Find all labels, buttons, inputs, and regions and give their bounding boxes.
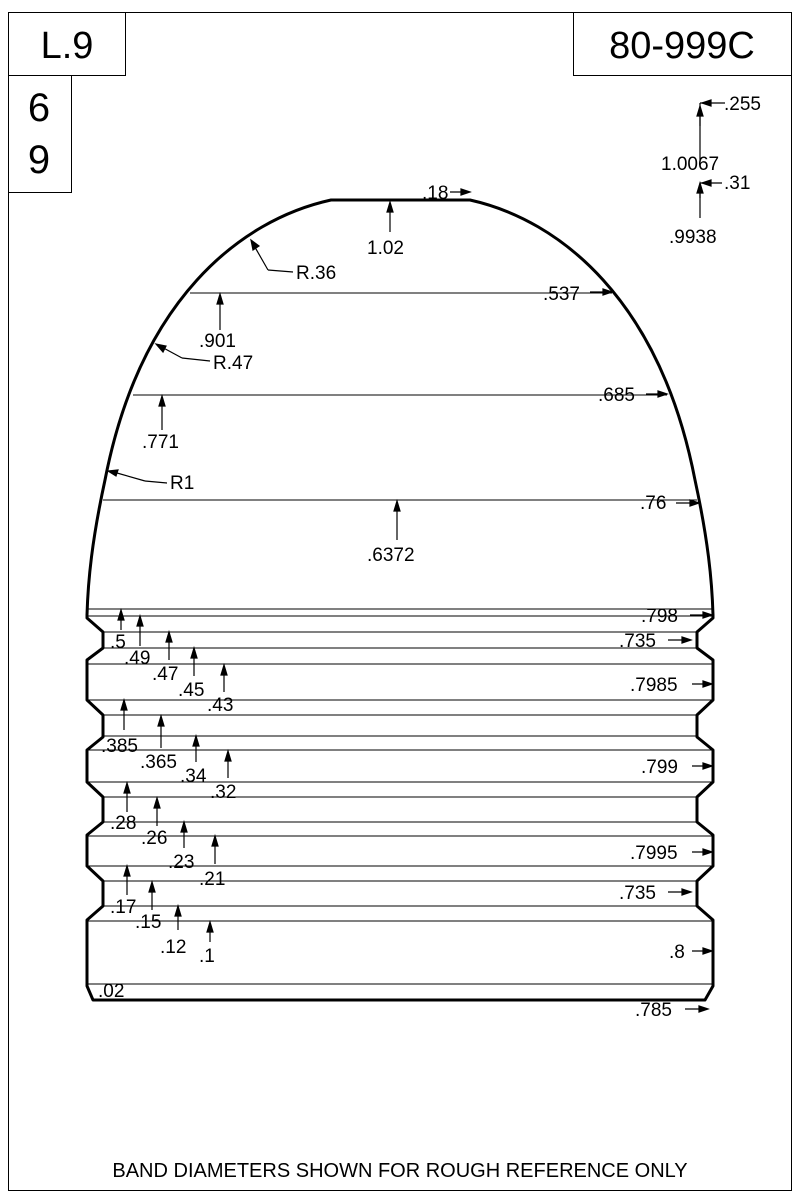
height-901-label: .901 [199, 331, 236, 352]
dia-685-label: .685 [598, 385, 635, 406]
right-diameter-label: .8 [669, 942, 685, 963]
left-height-label: .12 [160, 937, 187, 958]
sheet-border [9, 13, 792, 1191]
right-diameter-label: .785 [635, 1000, 672, 1021]
left-height-label: .1 [199, 946, 215, 967]
radius-low-label: R1 [170, 473, 195, 494]
left-height-label: .15 [135, 912, 162, 933]
left-code: L.9 [40, 25, 94, 67]
right-code: 80-999C [609, 25, 755, 67]
left-height-label: .17 [110, 897, 137, 918]
left-height-label: .28 [110, 813, 137, 834]
right-diameter-label: .7995 [630, 843, 678, 864]
left-height-label: .26 [141, 828, 168, 849]
stack-bottom: 9 [27, 138, 51, 182]
left-height-label: .5 [110, 632, 126, 653]
meplat-label: .18 [422, 183, 449, 204]
left-height-label: .32 [210, 782, 237, 803]
footer-note: BAND DIAMETERS SHOWN FOR ROUGH REFERENCE ONLY [112, 1160, 688, 1182]
corner-bottom-label: .9938 [669, 227, 717, 248]
radius-mid-label: R.47 [213, 353, 254, 374]
left-height-label: .21 [199, 869, 226, 890]
right-diameter-label: .735 [619, 883, 656, 904]
left-height-label: .365 [140, 752, 177, 773]
height-771-label: .771 [142, 432, 179, 453]
left-height-label: .02 [98, 981, 125, 1002]
left-height-label: .34 [180, 766, 207, 787]
left-height-label: .45 [178, 680, 205, 701]
corner-mid-label: 1.0067 [661, 154, 720, 175]
right-diameter-label: .7985 [630, 675, 678, 696]
overall-height-label: 1.02 [367, 238, 404, 259]
right-diameter-label: .799 [641, 757, 678, 778]
left-height-label: .49 [124, 648, 151, 669]
corner-mid-small-label: .31 [724, 173, 751, 194]
left-height-label: .23 [168, 852, 195, 873]
right-diameter-label: .735 [619, 631, 656, 652]
dia-76-label: .76 [640, 493, 667, 514]
height-6372-label: .6372 [367, 545, 415, 566]
left-height-label: .43 [207, 695, 234, 716]
right-diameter-label: .798 [641, 606, 678, 627]
left-height-label: .385 [101, 736, 138, 757]
dia-537-label: .537 [543, 284, 580, 305]
corner-top-label: .255 [724, 94, 761, 115]
left-height-label: .47 [152, 664, 179, 685]
bullet-outline [87, 200, 713, 1000]
stack-top: 6 [27, 86, 51, 130]
radius-top-label: R.36 [296, 263, 337, 284]
